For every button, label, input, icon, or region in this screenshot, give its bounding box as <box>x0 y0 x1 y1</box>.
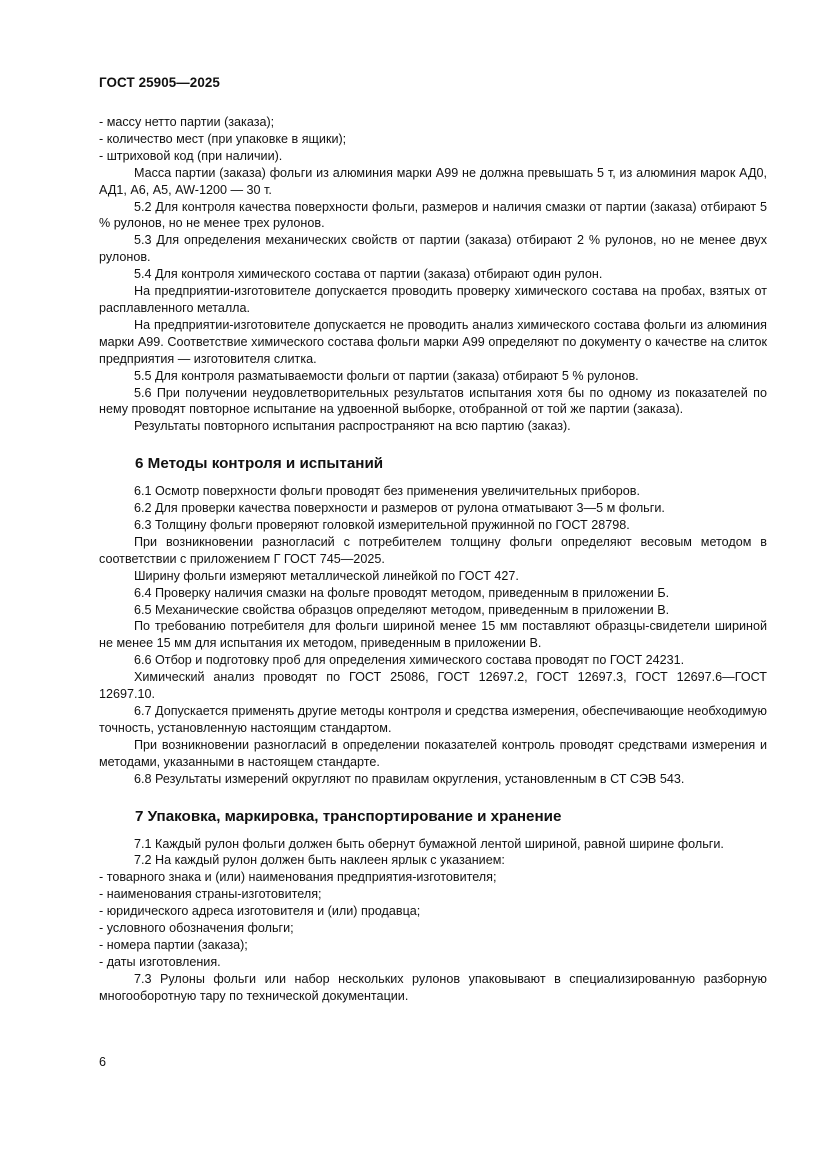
paragraph: 6.8 Результаты измерений округляют по правилам округления, установленным в СТ СЭВ 543. <box>134 771 685 786</box>
list-item: - массу нетто партии (заказа); <box>99 115 275 129</box>
paragraph: На предприятии-изготовителе допускается не проводить анализ химического состава фольги из алюминия марки А99. Соответствие химического состава фольги марки А99 определяют по документу о качестве на слиток предприятия — изготовителя слитка. <box>99 317 767 366</box>
list-item: - количество мест (при упаковке в ящики); <box>99 131 347 146</box>
paragraph: При возникновении разногласий в определении показателей контроль проводят средствами измерения и методами, указанными в настоящем стандарте. <box>99 737 767 769</box>
paragraph: 5.6 При получении неудовлетворительных результатов испытания хотя бы по одному из показателей по нему проводят повторное испытание на удвоенной выборке, отобранной от той же партии (заказа). <box>99 385 767 417</box>
paragraph: 6.5 Механические свойства образцов определяют методом, приведенным в приложении В. <box>134 602 670 617</box>
list-item: - наименования страны-изготовителя; <box>99 887 322 902</box>
paragraph: 6.3 Толщину фольги проверяют головкой измерительной пружинной по ГОСТ 28798. <box>134 518 630 533</box>
section-6-body <box>99 483 767 787</box>
paragraph: 6.1 Осмотр поверхности фольги проводят без применения увеличительных приборов. <box>134 484 640 499</box>
paragraph: 5.5 Для контроля разматываемости фольги от партии (заказа) отбирают 5 % рулонов. <box>134 368 639 383</box>
paragraph: 6.6 Отбор и подготовку проб для определения химического состава проводят по ГОСТ 24231. <box>134 653 685 668</box>
paragraph: 6.2 Для проверки качества поверхности и размеров от рулона отматывают 3—5 м фольги. <box>134 501 665 516</box>
section-7-heading: 7 Упаковка, маркировка, транспортирование и хранение <box>135 807 562 825</box>
paragraph: 7.3 Рулоны фольги или набор нескольких рулонов упаковывают в специализированную разборную многооборотную тару по технической документации. <box>99 971 767 1003</box>
paragraph: 6.7 Допускается применять другие методы контроля и средства измерения, обеспечивающие необходимую точность, установленную настоящим стандартом. <box>99 704 767 735</box>
document-body <box>99 114 767 1005</box>
list-item: - юридического адреса изготовителя и (или) продавца; <box>99 904 421 919</box>
paragraph: При возникновении разногласий с потребителем толщину фольги определяют весовым методом в соответствии с приложением Г ГОСТ 745—2025. <box>99 534 767 566</box>
paragraph: Масса партии (заказа) фольги из алюминия марки А99 не должна превышать 5 т, из алюминия марок АД0, АД1, А6, А5, AW-1200 — 30 т. <box>99 165 767 197</box>
section-5-tail <box>99 114 767 435</box>
paragraph: На предприятии-изготовителе допускается проводить проверку химического состава на пробах, взятых от расплавленного металла. <box>99 284 767 315</box>
paragraph: 7.2 На каждый рулон должен быть наклеен ярлык с указанием: <box>134 853 505 868</box>
paragraph: 5.4 Для контроля химического состава от партии (заказа) отбирают один рулон. <box>134 267 603 282</box>
list-item: - условного обозначения фольги; <box>99 921 294 936</box>
section-6-heading: 6 Методы контроля и испытаний <box>135 455 384 473</box>
list-item: - номера партии (заказа); <box>99 937 248 952</box>
section-7-body <box>99 836 767 1005</box>
paragraph: 6.4 Проверку наличия смазки на фольге проводят методом, приведенным в приложении Б. <box>134 585 670 600</box>
list-item: - даты изготовления. <box>99 954 221 969</box>
paragraph: 7.1 Каждый рулон фольги должен быть обернут бумажной лентой шириной, равной ширине фольги. <box>134 836 724 851</box>
document-header: ГОСТ 25905—2025 <box>99 75 220 90</box>
paragraph: 5.3 Для определения механических свойств от партии (заказа) отбирают 2 % рулонов, но не менее двух рулонов. <box>99 233 767 265</box>
paragraph: 5.2 Для контроля качества поверхности фольги, размеров и наличия смазки от партии (заказа) отбирают 5 % рулонов, но не менее трех рулонов. <box>99 199 767 231</box>
list-item: - штриховой код (при наличии). <box>99 148 283 163</box>
paragraph: Ширину фольги измеряют металлической линейкой по ГОСТ 427. <box>134 568 519 583</box>
list-item: - товарного знака и (или) наименования предприятия-изготовителя; <box>99 870 497 885</box>
paragraph: Результаты повторного испытания распространяют на всю партию (заказ). <box>134 419 571 434</box>
paragraph: Химический анализ проводят по ГОСТ 25086, ГОСТ 12697.2, ГОСТ 12697.3, ГОСТ 12697.6—ГОСТ 12697.10. <box>99 670 767 702</box>
paragraph: По требованию потребителя для фольги шириной менее 15 мм поставляют образцы-свидетели шириной не менее 15 мм для испытания их методом, приведенным в приложении В. <box>99 619 767 651</box>
page-number: 6 <box>99 1055 107 1069</box>
